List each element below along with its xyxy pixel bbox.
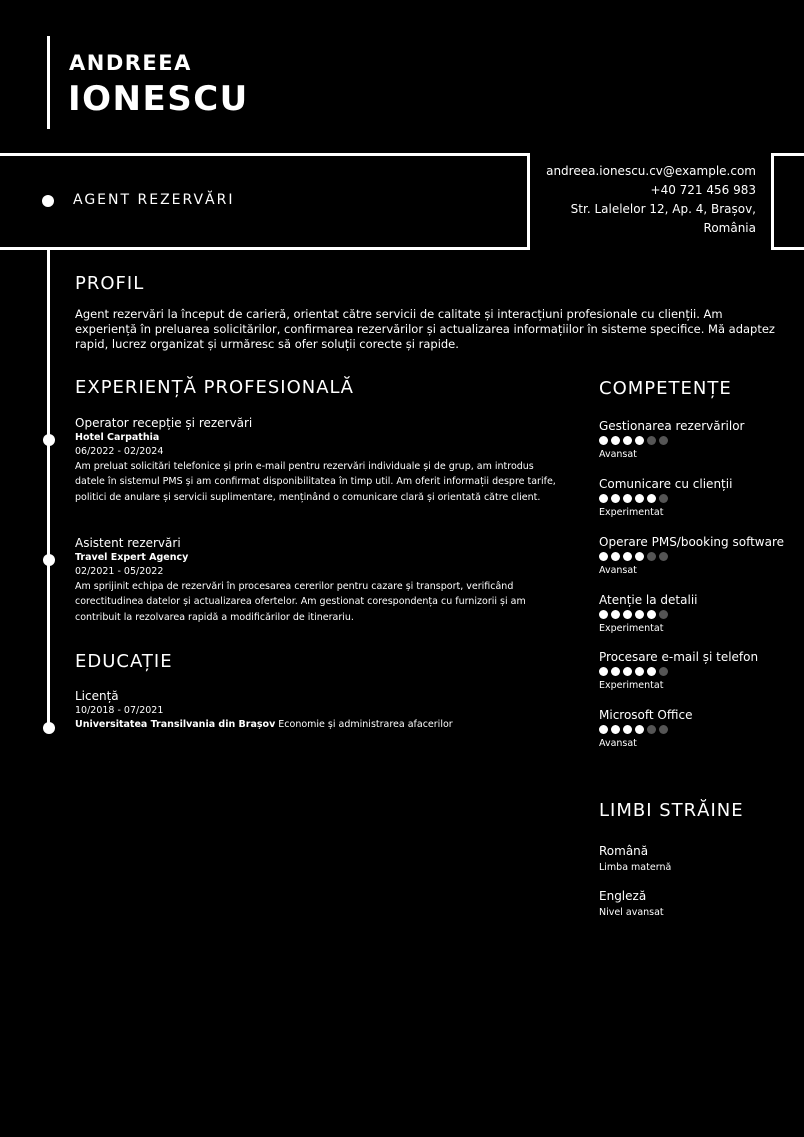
skill-level: Experimentat: [599, 680, 664, 691]
rating-dot-empty-icon: [659, 552, 668, 561]
rating-dot-filled-icon: [611, 552, 620, 561]
skill-level: Avansat: [599, 565, 637, 576]
rating-dot-filled-icon: [623, 494, 632, 503]
title-bullet-icon: [42, 195, 54, 207]
skill-level: Experimentat: [599, 507, 664, 518]
job-company: Hotel Carpathia: [75, 432, 160, 443]
rating-dot-filled-icon: [635, 667, 644, 676]
skill-name: Microsoft Office: [599, 708, 693, 722]
experience-item: [75, 535, 565, 625]
job-title-entry: Asistent rezervări: [75, 536, 181, 550]
language-name: Engleză: [599, 889, 647, 903]
contact-email[interactable]: andreea.ionescu.cv@example.com: [546, 164, 756, 178]
rating-dot-filled-icon: [623, 610, 632, 619]
skill-item: [599, 534, 784, 577]
timeline-line: [47, 247, 50, 733]
rating-dot-filled-icon: [611, 494, 620, 503]
rating-dot-empty-icon: [647, 552, 656, 561]
language-item: [599, 843, 671, 874]
job-dates: 06/2022 - 02/2024: [75, 446, 164, 457]
job-description: Am preluat solicitări telefonice și prin e-mail pentru rezervări individuale și de grup, am introdus datele în sistemul PMS și am confirmat disponibilitatea în timp util. Am oferit informații despre tarife, politici de anulare și servicii suplimentare, menținând o comunicare clară și orientată către client.: [75, 461, 556, 503]
skill-item: [599, 707, 692, 750]
rating-dot-filled-icon: [623, 667, 632, 676]
job-title-entry: Operator recepție și rezervări: [75, 416, 253, 430]
skill-rating: [599, 667, 758, 676]
contact-phone[interactable]: +40 721 456 983: [650, 183, 756, 197]
rating-dot-filled-icon: [599, 494, 608, 503]
rating-dot-filled-icon: [599, 610, 608, 619]
education-institution: Universitatea Transilvania din Brașov: [75, 719, 276, 730]
skill-item: [599, 476, 732, 519]
rating-dot-filled-icon: [635, 436, 644, 445]
experience-item: [75, 415, 565, 505]
job-title: AGENT REZERVĂRI: [73, 192, 235, 208]
rating-dot-filled-icon: [611, 667, 620, 676]
rating-dot-filled-icon: [635, 552, 644, 561]
skill-rating: [599, 725, 692, 734]
job-description: Am sprijinit echipa de rezervări în procesarea cererilor pentru cazare și transport, verificând corectitudinea datelor și actualizarea ofertelor. Am gestionat corespondența cu furnizorii și am contribuit la rezolvarea rapidă a modificărilor de itinerariu.: [75, 581, 526, 623]
skill-name: Gestionarea rezervărilor: [599, 419, 745, 433]
rating-dot-filled-icon: [599, 667, 608, 676]
skill-rating: [599, 494, 732, 503]
language-name: Română: [599, 844, 649, 858]
rating-dot-filled-icon: [647, 667, 656, 676]
skill-item: [599, 418, 745, 461]
rating-dot-filled-icon: [611, 610, 620, 619]
skill-name: Comunicare cu clienții: [599, 477, 733, 491]
rating-dot-empty-icon: [659, 494, 668, 503]
last-name: IONESCU: [68, 79, 249, 119]
rating-dot-filled-icon: [611, 725, 620, 734]
contact-block: [520, 162, 756, 238]
decorative-box: [771, 153, 804, 250]
contact-address-line1: Str. Lalelelor 12, Ap. 4, Brașov,: [570, 202, 756, 216]
rating-dot-filled-icon: [647, 494, 656, 503]
skill-level: Avansat: [599, 449, 637, 460]
rating-dot-empty-icon: [659, 667, 668, 676]
skill-name: Atenție la detalii: [599, 593, 698, 607]
contact-address-line2: România: [703, 221, 756, 235]
rating-dot-filled-icon: [599, 552, 608, 561]
skill-item: [599, 649, 758, 692]
education-institution-line: [75, 718, 453, 732]
rating-dot-empty-icon: [647, 725, 656, 734]
rating-dot-filled-icon: [623, 725, 632, 734]
first-name: ANDREEA: [69, 51, 192, 75]
rating-dot-filled-icon: [611, 436, 620, 445]
name-accent-bar: [47, 36, 50, 129]
timeline-dot-icon: [43, 434, 55, 446]
education-degree: Licență: [75, 689, 119, 703]
rating-dot-filled-icon: [647, 610, 656, 619]
rating-dot-filled-icon: [635, 725, 644, 734]
rating-dot-empty-icon: [659, 436, 668, 445]
rating-dot-empty-icon: [659, 725, 668, 734]
rating-dot-filled-icon: [623, 436, 632, 445]
language-level: Nivel avansat: [599, 907, 664, 918]
rating-dot-filled-icon: [635, 494, 644, 503]
timeline-dot-icon: [43, 554, 55, 566]
education-field: Economie și administrarea afacerilor: [278, 719, 453, 730]
rating-dot-filled-icon: [623, 552, 632, 561]
language-level: Limba maternă: [599, 862, 672, 873]
skill-rating: [599, 436, 745, 445]
rating-dot-filled-icon: [599, 725, 608, 734]
rating-dot-empty-icon: [659, 610, 668, 619]
rating-dot-filled-icon: [599, 436, 608, 445]
skill-rating: [599, 552, 784, 561]
language-item: [599, 888, 664, 919]
skill-name: Procesare e-mail și telefon: [599, 650, 759, 664]
timeline-dot-icon: [43, 722, 55, 734]
languages-heading: LIMBI STRĂINE: [599, 800, 744, 821]
profile-text: Agent rezervări la început de carieră, orientat către servicii de calitate și interacțiuni profesionale cu clienții. Am experiență în preluarea solicitărilor, confirmarea rezervărilor și actualizarea informațiilor în sisteme specifice. Mă adaptez rapid, lucrez organizat și urmăresc să ofer soluții corecte și rapide.: [75, 307, 775, 351]
skill-level: Experimentat: [599, 623, 664, 634]
job-company: Travel Expert Agency: [75, 552, 189, 563]
skill-item: [599, 592, 698, 635]
job-dates: 02/2021 - 05/2022: [75, 566, 164, 577]
skills-heading: COMPETENȚE: [599, 378, 732, 399]
skill-name: Operare PMS/booking software: [599, 535, 785, 549]
profile-heading: PROFIL: [75, 273, 145, 294]
rating-dot-filled-icon: [635, 610, 644, 619]
education-item: [75, 688, 453, 732]
skill-rating: [599, 610, 698, 619]
rating-dot-empty-icon: [647, 436, 656, 445]
skill-level: Avansat: [599, 738, 637, 749]
experience-heading: EXPERIENȚĂ PROFESIONALĂ: [75, 377, 354, 398]
education-heading: EDUCAȚIE: [75, 651, 173, 672]
education-dates: 10/2018 - 07/2021: [75, 705, 164, 716]
